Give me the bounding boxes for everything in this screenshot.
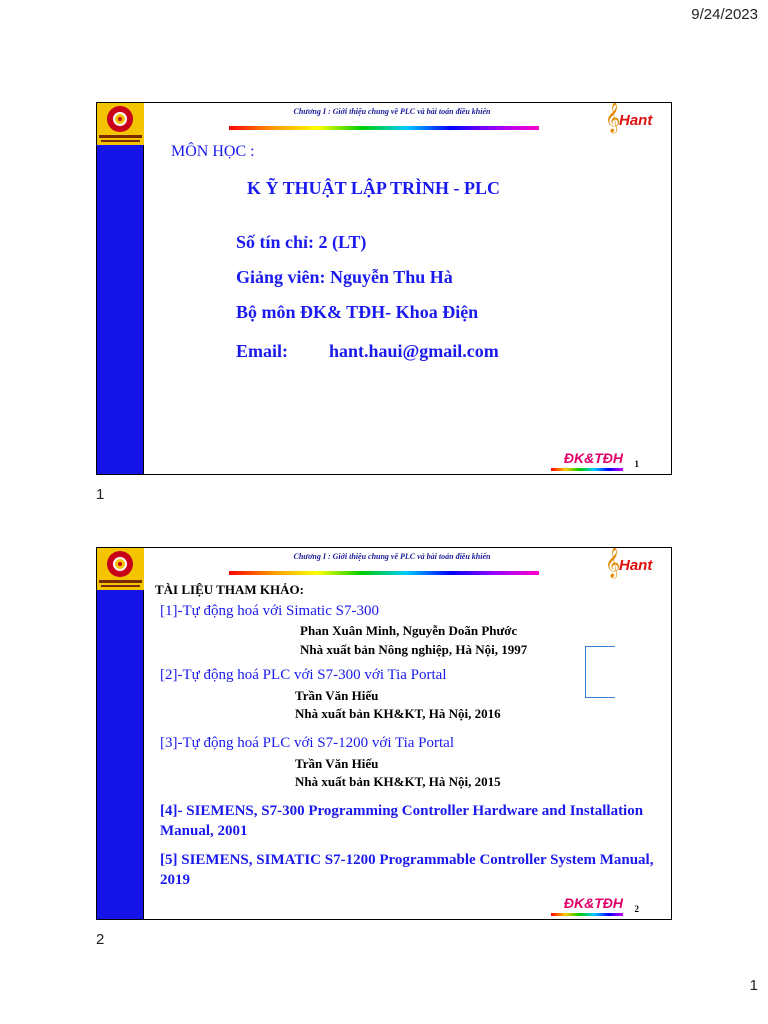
slide-sidebar (97, 548, 144, 919)
school-logo-icon (97, 103, 144, 145)
reference-title: [5] SIEMENS, SIMATIC S7-1200 Programmable Controller System Manual, 2019 (160, 852, 654, 888)
slide-header-title: Chương I : Giới thiệu chung về PLC và bài toán điều khiển (293, 107, 491, 116)
reference-title: [2]-Tự động hoá PLC với S7-300 với Tia Portal (160, 667, 447, 683)
course-title: K Ỹ THUẬT LẬP TRÌNH - PLC (247, 178, 501, 198)
slide-sidebar (97, 103, 144, 474)
brand-text: Hant (619, 557, 653, 574)
reference-title: [4]- SIEMENS, S7-300 Programming Controller Hardware and Installation Manual, 2001 (160, 803, 644, 839)
footer-mark: ĐK&TĐH (563, 895, 623, 911)
reference-publisher: Nhà xuất bản Nông nghiệp, Hà Nội, 1997 (300, 642, 528, 657)
reference-publisher: Nhà xuất bản KH&KT, Hà Nội, 2016 (295, 706, 501, 721)
slide-2 (96, 547, 672, 920)
slide-header-title: Chương I : Giới thiệu chung về PLC và bài toán điều khiển (293, 552, 491, 561)
references-heading: TÀI LIỆU THAM KHẢO: (155, 582, 304, 597)
hant-logo (605, 103, 667, 137)
subject-label: MÔN HỌC : (171, 143, 255, 160)
credits-text: Số tín chỉ: 2 (LT) (236, 232, 367, 252)
slide-number: 1 (634, 459, 639, 469)
footer-rainbow-bar (551, 913, 623, 916)
footer-mark: ĐK&TĐH (563, 450, 623, 466)
email-label: Email: (236, 341, 288, 361)
slide-1 (96, 102, 672, 475)
treble-clef-icon: 𝄞 (605, 548, 621, 578)
page-number: 1 (749, 977, 758, 994)
header-rainbow-bar (229, 126, 539, 130)
reference-title: [3]-Tự động hoá PLC với S7-1200 với Tia Portal (160, 735, 455, 751)
page-date: 9/24/2023 (691, 6, 758, 23)
treble-clef-icon: 𝄞 (605, 103, 621, 133)
school-logo-icon (97, 548, 144, 590)
lecturer-text: Giảng viên: Nguyễn Thu Hà (236, 267, 453, 287)
hant-logo (605, 548, 667, 582)
slide-caption-2: 2 (96, 931, 105, 948)
reference-title: [1]-Tự động hoá với Simatic S7-300 (160, 603, 379, 619)
slide-caption-1: 1 (96, 486, 105, 503)
email-link[interactable]: hant.haui@gmail.com (329, 341, 499, 361)
reference-publisher: Nhà xuất bản KH&KT, Hà Nội, 2015 (295, 774, 501, 789)
footer-rainbow-bar (551, 468, 623, 471)
brand-text: Hant (619, 112, 653, 129)
reference-author: Trần Văn Hiếu (295, 756, 379, 771)
connector-line (585, 646, 615, 698)
department-text: Bộ môn ĐK& TĐH- Khoa Điện (236, 302, 479, 322)
reference-author: Phan Xuân Minh, Nguyễn Doãn Phước (300, 623, 518, 638)
reference-author: Trần Văn Hiếu (295, 688, 379, 703)
header-rainbow-bar (229, 571, 539, 575)
slide-number: 2 (634, 904, 639, 914)
